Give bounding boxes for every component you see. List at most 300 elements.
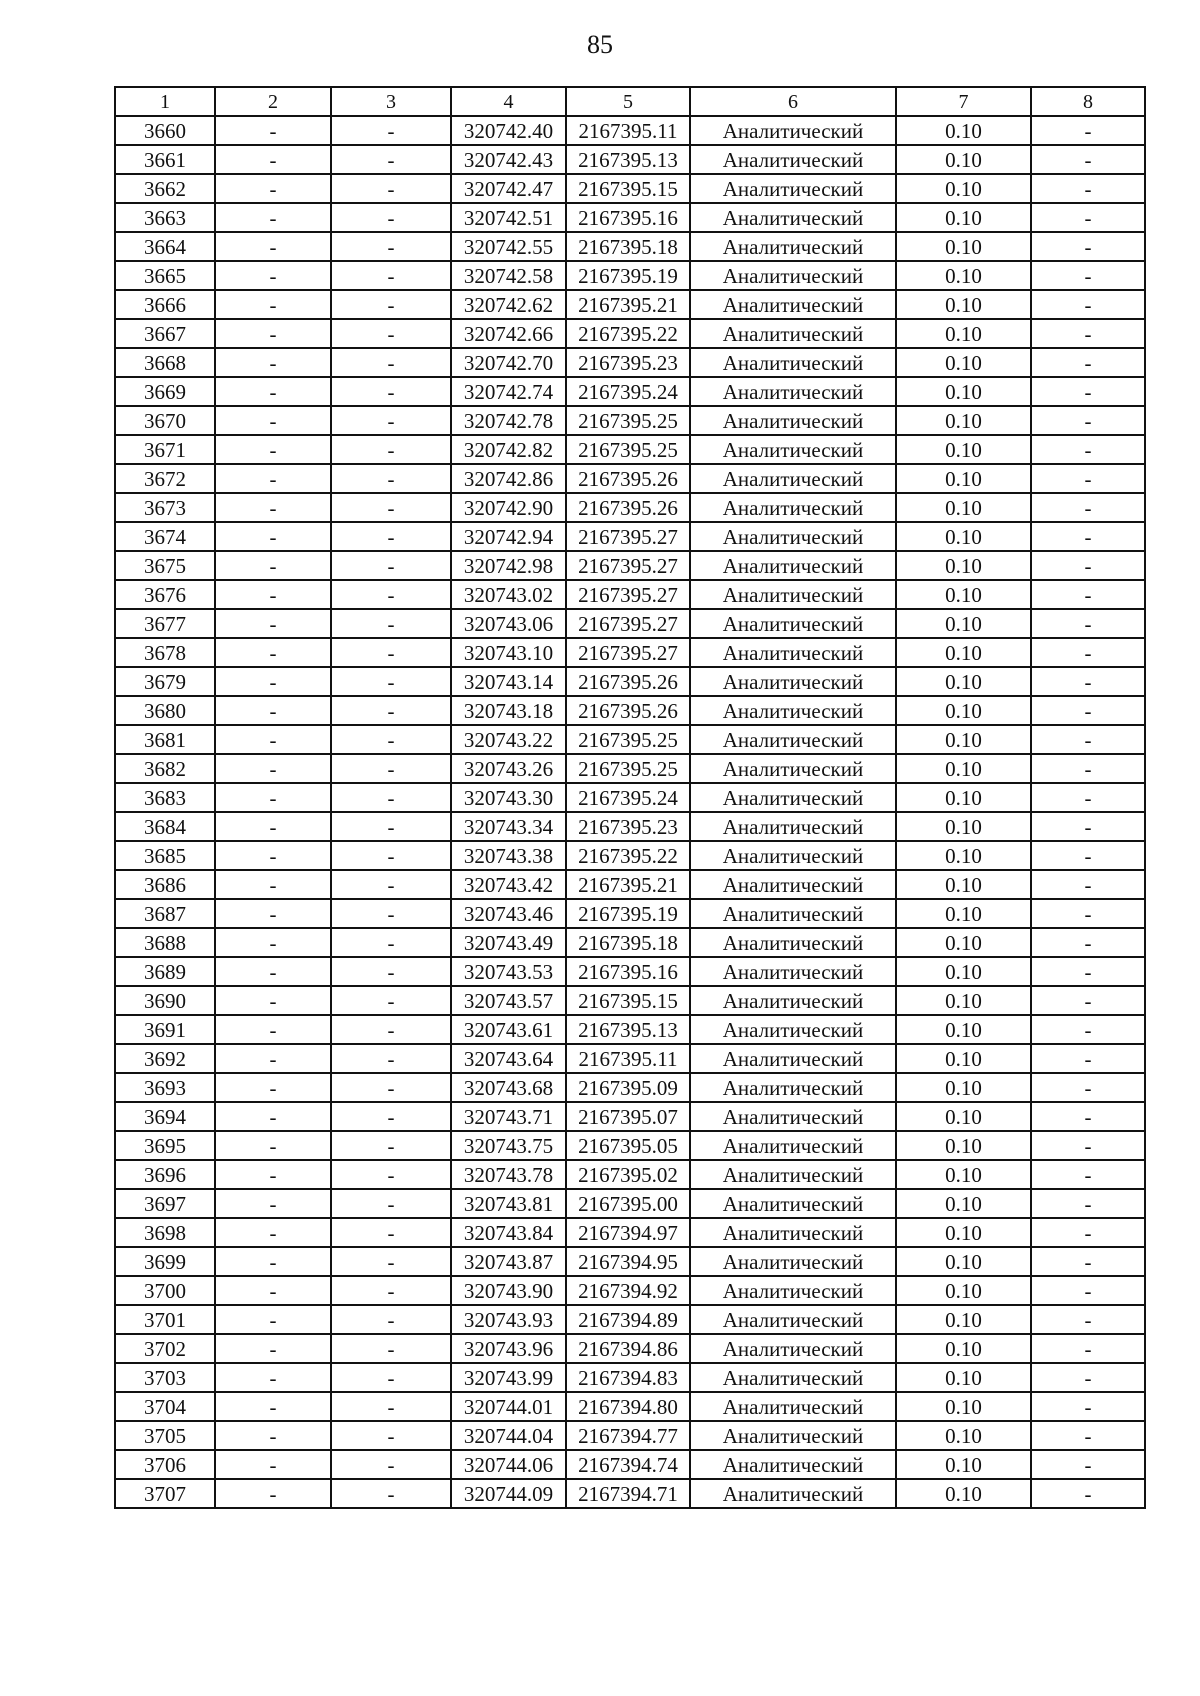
col-3-cell: - (331, 870, 451, 899)
y-coordinate-cell: 2167395.02 (566, 1160, 690, 1189)
col-8-cell: - (1031, 261, 1145, 290)
x-coordinate-cell: 320742.40 (451, 116, 566, 145)
accuracy-cell: 0.10 (896, 1044, 1031, 1073)
point-number-cell: 3705 (115, 1421, 215, 1450)
accuracy-cell: 0.10 (896, 1276, 1031, 1305)
y-coordinate-cell: 2167394.80 (566, 1392, 690, 1421)
accuracy-cell: 0.10 (896, 1450, 1031, 1479)
col-2-cell: - (215, 899, 331, 928)
accuracy-cell: 0.10 (896, 725, 1031, 754)
method-cell: Аналитический (690, 493, 896, 522)
method-cell: Аналитический (690, 203, 896, 232)
y-coordinate-cell: 2167395.07 (566, 1102, 690, 1131)
method-cell: Аналитический (690, 783, 896, 812)
column-header: 3 (331, 87, 451, 116)
col-8-cell: - (1031, 1015, 1145, 1044)
method-cell: Аналитический (690, 464, 896, 493)
method-cell: Аналитический (690, 667, 896, 696)
x-coordinate-cell: 320743.30 (451, 783, 566, 812)
method-cell: Аналитический (690, 1218, 896, 1247)
point-number-cell: 3690 (115, 986, 215, 1015)
col-3-cell: - (331, 986, 451, 1015)
y-coordinate-cell: 2167395.27 (566, 609, 690, 638)
x-coordinate-cell: 320742.70 (451, 348, 566, 377)
y-coordinate-cell: 2167395.27 (566, 551, 690, 580)
y-coordinate-cell: 2167395.21 (566, 870, 690, 899)
accuracy-cell: 0.10 (896, 609, 1031, 638)
accuracy-cell: 0.10 (896, 1102, 1031, 1131)
table-row (115, 870, 1145, 899)
method-cell: Аналитический (690, 638, 896, 667)
col-2-cell: - (215, 1392, 331, 1421)
col-3-cell: - (331, 899, 451, 928)
y-coordinate-cell: 2167395.25 (566, 754, 690, 783)
col-3-cell: - (331, 174, 451, 203)
col-8-cell: - (1031, 1247, 1145, 1276)
col-3-cell: - (331, 261, 451, 290)
col-2-cell: - (215, 1421, 331, 1450)
col-3-cell: - (331, 1276, 451, 1305)
accuracy-cell: 0.10 (896, 406, 1031, 435)
method-cell: Аналитический (690, 812, 896, 841)
point-number-cell: 3663 (115, 203, 215, 232)
y-coordinate-cell: 2167395.19 (566, 261, 690, 290)
table-row (115, 957, 1145, 986)
table-row (115, 754, 1145, 783)
table-row (115, 1131, 1145, 1160)
table-row (115, 841, 1145, 870)
column-header: 8 (1031, 87, 1145, 116)
x-coordinate-cell: 320743.75 (451, 1131, 566, 1160)
table-row (115, 145, 1145, 174)
col-3-cell: - (331, 1015, 451, 1044)
accuracy-cell: 0.10 (896, 1131, 1031, 1160)
accuracy-cell: 0.10 (896, 870, 1031, 899)
col-8-cell: - (1031, 464, 1145, 493)
accuracy-cell: 0.10 (896, 812, 1031, 841)
col-3-cell: - (331, 841, 451, 870)
x-coordinate-cell: 320743.22 (451, 725, 566, 754)
col-3-cell: - (331, 1247, 451, 1276)
accuracy-cell: 0.10 (896, 1334, 1031, 1363)
col-2-cell: - (215, 261, 331, 290)
accuracy-cell: 0.10 (896, 319, 1031, 348)
col-8-cell: - (1031, 348, 1145, 377)
method-cell: Аналитический (690, 1450, 896, 1479)
col-8-cell: - (1031, 1421, 1145, 1450)
y-coordinate-cell: 2167394.86 (566, 1334, 690, 1363)
accuracy-cell: 0.10 (896, 1218, 1031, 1247)
col-2-cell: - (215, 696, 331, 725)
col-2-cell: - (215, 406, 331, 435)
table-row (115, 1334, 1145, 1363)
col-2-cell: - (215, 609, 331, 638)
x-coordinate-cell: 320743.90 (451, 1276, 566, 1305)
col-2-cell: - (215, 1334, 331, 1363)
col-2-cell: - (215, 1450, 331, 1479)
x-coordinate-cell: 320742.74 (451, 377, 566, 406)
point-number-cell: 3707 (115, 1479, 215, 1508)
col-8-cell: - (1031, 1131, 1145, 1160)
x-coordinate-cell: 320744.01 (451, 1392, 566, 1421)
col-2-cell: - (215, 203, 331, 232)
column-header: 5 (566, 87, 690, 116)
col-3-cell: - (331, 1102, 451, 1131)
method-cell: Аналитический (690, 957, 896, 986)
col-8-cell: - (1031, 696, 1145, 725)
point-number-cell: 3693 (115, 1073, 215, 1102)
table-row (115, 290, 1145, 319)
x-coordinate-cell: 320743.81 (451, 1189, 566, 1218)
table-row (115, 406, 1145, 435)
x-coordinate-cell: 320743.26 (451, 754, 566, 783)
col-3-cell: - (331, 1131, 451, 1160)
point-number-cell: 3694 (115, 1102, 215, 1131)
y-coordinate-cell: 2167395.25 (566, 435, 690, 464)
point-number-cell: 3669 (115, 377, 215, 406)
col-2-cell: - (215, 667, 331, 696)
x-coordinate-cell: 320742.98 (451, 551, 566, 580)
point-number-cell: 3670 (115, 406, 215, 435)
x-coordinate-cell: 320743.38 (451, 841, 566, 870)
col-3-cell: - (331, 812, 451, 841)
point-number-cell: 3664 (115, 232, 215, 261)
point-number-cell: 3688 (115, 928, 215, 957)
point-number-cell: 3676 (115, 580, 215, 609)
point-number-cell: 3701 (115, 1305, 215, 1334)
y-coordinate-cell: 2167394.95 (566, 1247, 690, 1276)
x-coordinate-cell: 320744.06 (451, 1450, 566, 1479)
col-2-cell: - (215, 377, 331, 406)
col-8-cell: - (1031, 377, 1145, 406)
col-2-cell: - (215, 870, 331, 899)
table-row (115, 667, 1145, 696)
y-coordinate-cell: 2167395.15 (566, 986, 690, 1015)
x-coordinate-cell: 320743.68 (451, 1073, 566, 1102)
col-3-cell: - (331, 928, 451, 957)
col-3-cell: - (331, 319, 451, 348)
accuracy-cell: 0.10 (896, 841, 1031, 870)
page-number: 85 (587, 30, 613, 59)
method-cell: Аналитический (690, 377, 896, 406)
accuracy-cell: 0.10 (896, 522, 1031, 551)
method-cell: Аналитический (690, 1363, 896, 1392)
col-2-cell: - (215, 1044, 331, 1073)
table-row (115, 696, 1145, 725)
accuracy-cell: 0.10 (896, 377, 1031, 406)
point-number-cell: 3696 (115, 1160, 215, 1189)
y-coordinate-cell: 2167395.11 (566, 1044, 690, 1073)
y-coordinate-cell: 2167395.05 (566, 1131, 690, 1160)
y-coordinate-cell: 2167394.77 (566, 1421, 690, 1450)
point-number-cell: 3702 (115, 1334, 215, 1363)
accuracy-cell: 0.10 (896, 1160, 1031, 1189)
y-coordinate-cell: 2167394.92 (566, 1276, 690, 1305)
x-coordinate-cell: 320742.90 (451, 493, 566, 522)
x-coordinate-cell: 320742.94 (451, 522, 566, 551)
col-8-cell: - (1031, 551, 1145, 580)
y-coordinate-cell: 2167395.27 (566, 638, 690, 667)
method-cell: Аналитический (690, 928, 896, 957)
y-coordinate-cell: 2167395.26 (566, 667, 690, 696)
point-number-cell: 3691 (115, 1015, 215, 1044)
y-coordinate-cell: 2167395.18 (566, 928, 690, 957)
accuracy-cell: 0.10 (896, 493, 1031, 522)
accuracy-cell: 0.10 (896, 667, 1031, 696)
col-8-cell: - (1031, 1044, 1145, 1073)
x-coordinate-cell: 320742.58 (451, 261, 566, 290)
point-number-cell: 3673 (115, 493, 215, 522)
col-8-cell: - (1031, 870, 1145, 899)
point-number-cell: 3674 (115, 522, 215, 551)
point-number-cell: 3703 (115, 1363, 215, 1392)
col-8-cell: - (1031, 1305, 1145, 1334)
table-row (115, 1450, 1145, 1479)
col-8-cell: - (1031, 1479, 1145, 1508)
table-row (115, 1276, 1145, 1305)
col-2-cell: - (215, 725, 331, 754)
y-coordinate-cell: 2167395.22 (566, 841, 690, 870)
method-cell: Аналитический (690, 986, 896, 1015)
x-coordinate-cell: 320743.42 (451, 870, 566, 899)
col-2-cell: - (215, 1276, 331, 1305)
col-3-cell: - (331, 1421, 451, 1450)
point-number-cell: 3679 (115, 667, 215, 696)
col-3-cell: - (331, 1160, 451, 1189)
accuracy-cell: 0.10 (896, 754, 1031, 783)
accuracy-cell: 0.10 (896, 986, 1031, 1015)
col-2-cell: - (215, 116, 331, 145)
accuracy-cell: 0.10 (896, 1421, 1031, 1450)
table-row (115, 464, 1145, 493)
table-row (115, 116, 1145, 145)
point-number-cell: 3678 (115, 638, 215, 667)
y-coordinate-cell: 2167395.16 (566, 957, 690, 986)
table-row (115, 348, 1145, 377)
table-row (115, 1363, 1145, 1392)
table-header-row (115, 87, 1145, 116)
point-number-cell: 3672 (115, 464, 215, 493)
col-2-cell: - (215, 1479, 331, 1508)
col-8-cell: - (1031, 638, 1145, 667)
x-coordinate-cell: 320742.86 (451, 464, 566, 493)
col-8-cell: - (1031, 1189, 1145, 1218)
x-coordinate-cell: 320742.51 (451, 203, 566, 232)
table-row (115, 1044, 1145, 1073)
col-3-cell: - (331, 145, 451, 174)
method-cell: Аналитический (690, 1421, 896, 1450)
column-header: 2 (215, 87, 331, 116)
accuracy-cell: 0.10 (896, 638, 1031, 667)
y-coordinate-cell: 2167394.71 (566, 1479, 690, 1508)
point-number-cell: 3687 (115, 899, 215, 928)
table-row (115, 435, 1145, 464)
y-coordinate-cell: 2167395.27 (566, 580, 690, 609)
table-body (115, 116, 1145, 1508)
method-cell: Аналитический (690, 551, 896, 580)
method-cell: Аналитический (690, 319, 896, 348)
table-row (115, 812, 1145, 841)
col-2-cell: - (215, 812, 331, 841)
y-coordinate-cell: 2167395.25 (566, 725, 690, 754)
col-3-cell: - (331, 580, 451, 609)
table-row (115, 638, 1145, 667)
point-number-cell: 3684 (115, 812, 215, 841)
method-cell: Аналитический (690, 1392, 896, 1421)
accuracy-cell: 0.10 (896, 435, 1031, 464)
method-cell: Аналитический (690, 1305, 896, 1334)
col-2-cell: - (215, 232, 331, 261)
col-3-cell: - (331, 1334, 451, 1363)
col-8-cell: - (1031, 1334, 1145, 1363)
point-number-cell: 3661 (115, 145, 215, 174)
accuracy-cell: 0.10 (896, 899, 1031, 928)
accuracy-cell: 0.10 (896, 580, 1031, 609)
method-cell: Аналитический (690, 435, 896, 464)
table-row (115, 203, 1145, 232)
x-coordinate-cell: 320743.02 (451, 580, 566, 609)
col-3-cell: - (331, 435, 451, 464)
table-row (115, 783, 1145, 812)
col-3-cell: - (331, 957, 451, 986)
table-row (115, 551, 1145, 580)
col-8-cell: - (1031, 1160, 1145, 1189)
col-2-cell: - (215, 580, 331, 609)
col-2-cell: - (215, 348, 331, 377)
method-cell: Аналитический (690, 406, 896, 435)
method-cell: Аналитический (690, 870, 896, 899)
point-number-cell: 3677 (115, 609, 215, 638)
col-8-cell: - (1031, 986, 1145, 1015)
method-cell: Аналитический (690, 1189, 896, 1218)
col-8-cell: - (1031, 754, 1145, 783)
col-3-cell: - (331, 203, 451, 232)
col-2-cell: - (215, 1102, 331, 1131)
y-coordinate-cell: 2167395.26 (566, 696, 690, 725)
col-8-cell: - (1031, 232, 1145, 261)
x-coordinate-cell: 320742.47 (451, 174, 566, 203)
point-number-cell: 3681 (115, 725, 215, 754)
method-cell: Аналитический (690, 1102, 896, 1131)
y-coordinate-cell: 2167395.09 (566, 1073, 690, 1102)
y-coordinate-cell: 2167395.00 (566, 1189, 690, 1218)
point-number-cell: 3698 (115, 1218, 215, 1247)
table-row (115, 928, 1145, 957)
point-number-cell: 3675 (115, 551, 215, 580)
point-number-cell: 3689 (115, 957, 215, 986)
point-number-cell: 3685 (115, 841, 215, 870)
col-8-cell: - (1031, 1363, 1145, 1392)
table-row (115, 522, 1145, 551)
accuracy-cell: 0.10 (896, 1247, 1031, 1276)
method-cell: Аналитический (690, 1334, 896, 1363)
col-8-cell: - (1031, 1073, 1145, 1102)
col-3-cell: - (331, 1218, 451, 1247)
col-2-cell: - (215, 493, 331, 522)
point-number-cell: 3706 (115, 1450, 215, 1479)
col-8-cell: - (1031, 899, 1145, 928)
col-8-cell: - (1031, 290, 1145, 319)
x-coordinate-cell: 320743.06 (451, 609, 566, 638)
x-coordinate-cell: 320742.62 (451, 290, 566, 319)
x-coordinate-cell: 320743.64 (451, 1044, 566, 1073)
method-cell: Аналитический (690, 1131, 896, 1160)
table-row (115, 174, 1145, 203)
table-row (115, 1015, 1145, 1044)
x-coordinate-cell: 320742.43 (451, 145, 566, 174)
col-8-cell: - (1031, 319, 1145, 348)
col-8-cell: - (1031, 725, 1145, 754)
col-8-cell: - (1031, 609, 1145, 638)
table-row (115, 580, 1145, 609)
accuracy-cell: 0.10 (896, 696, 1031, 725)
col-3-cell: - (331, 667, 451, 696)
col-3-cell: - (331, 1189, 451, 1218)
col-3-cell: - (331, 1450, 451, 1479)
col-8-cell: - (1031, 1218, 1145, 1247)
accuracy-cell: 0.10 (896, 1363, 1031, 1392)
x-coordinate-cell: 320743.71 (451, 1102, 566, 1131)
col-3-cell: - (331, 1073, 451, 1102)
x-coordinate-cell: 320743.78 (451, 1160, 566, 1189)
table-row (115, 493, 1145, 522)
col-3-cell: - (331, 406, 451, 435)
x-coordinate-cell: 320743.14 (451, 667, 566, 696)
col-8-cell: - (1031, 1276, 1145, 1305)
col-2-cell: - (215, 957, 331, 986)
y-coordinate-cell: 2167395.22 (566, 319, 690, 348)
column-header: 6 (690, 87, 896, 116)
table-row (115, 1102, 1145, 1131)
accuracy-cell: 0.10 (896, 232, 1031, 261)
col-3-cell: - (331, 493, 451, 522)
col-8-cell: - (1031, 203, 1145, 232)
y-coordinate-cell: 2167395.13 (566, 145, 690, 174)
col-2-cell: - (215, 1363, 331, 1392)
col-3-cell: - (331, 754, 451, 783)
point-number-cell: 3671 (115, 435, 215, 464)
method-cell: Аналитический (690, 1247, 896, 1276)
col-2-cell: - (215, 754, 331, 783)
col-3-cell: - (331, 232, 451, 261)
x-coordinate-cell: 320743.99 (451, 1363, 566, 1392)
accuracy-cell: 0.10 (896, 1189, 1031, 1218)
point-number-cell: 3692 (115, 1044, 215, 1073)
method-cell: Аналитический (690, 522, 896, 551)
y-coordinate-cell: 2167395.21 (566, 290, 690, 319)
method-cell: Аналитический (690, 609, 896, 638)
col-2-cell: - (215, 783, 331, 812)
accuracy-cell: 0.10 (896, 348, 1031, 377)
point-number-cell: 3667 (115, 319, 215, 348)
column-header: 4 (451, 87, 566, 116)
method-cell: Аналитический (690, 1015, 896, 1044)
accuracy-cell: 0.10 (896, 145, 1031, 174)
point-number-cell: 3700 (115, 1276, 215, 1305)
table-row (115, 1160, 1145, 1189)
method-cell: Аналитический (690, 1479, 896, 1508)
point-number-cell: 3699 (115, 1247, 215, 1276)
accuracy-cell: 0.10 (896, 174, 1031, 203)
x-coordinate-cell: 320743.84 (451, 1218, 566, 1247)
method-cell: Аналитический (690, 754, 896, 783)
col-3-cell: - (331, 638, 451, 667)
col-8-cell: - (1031, 145, 1145, 174)
method-cell: Аналитический (690, 841, 896, 870)
accuracy-cell: 0.10 (896, 203, 1031, 232)
x-coordinate-cell: 320743.53 (451, 957, 566, 986)
x-coordinate-cell: 320743.10 (451, 638, 566, 667)
